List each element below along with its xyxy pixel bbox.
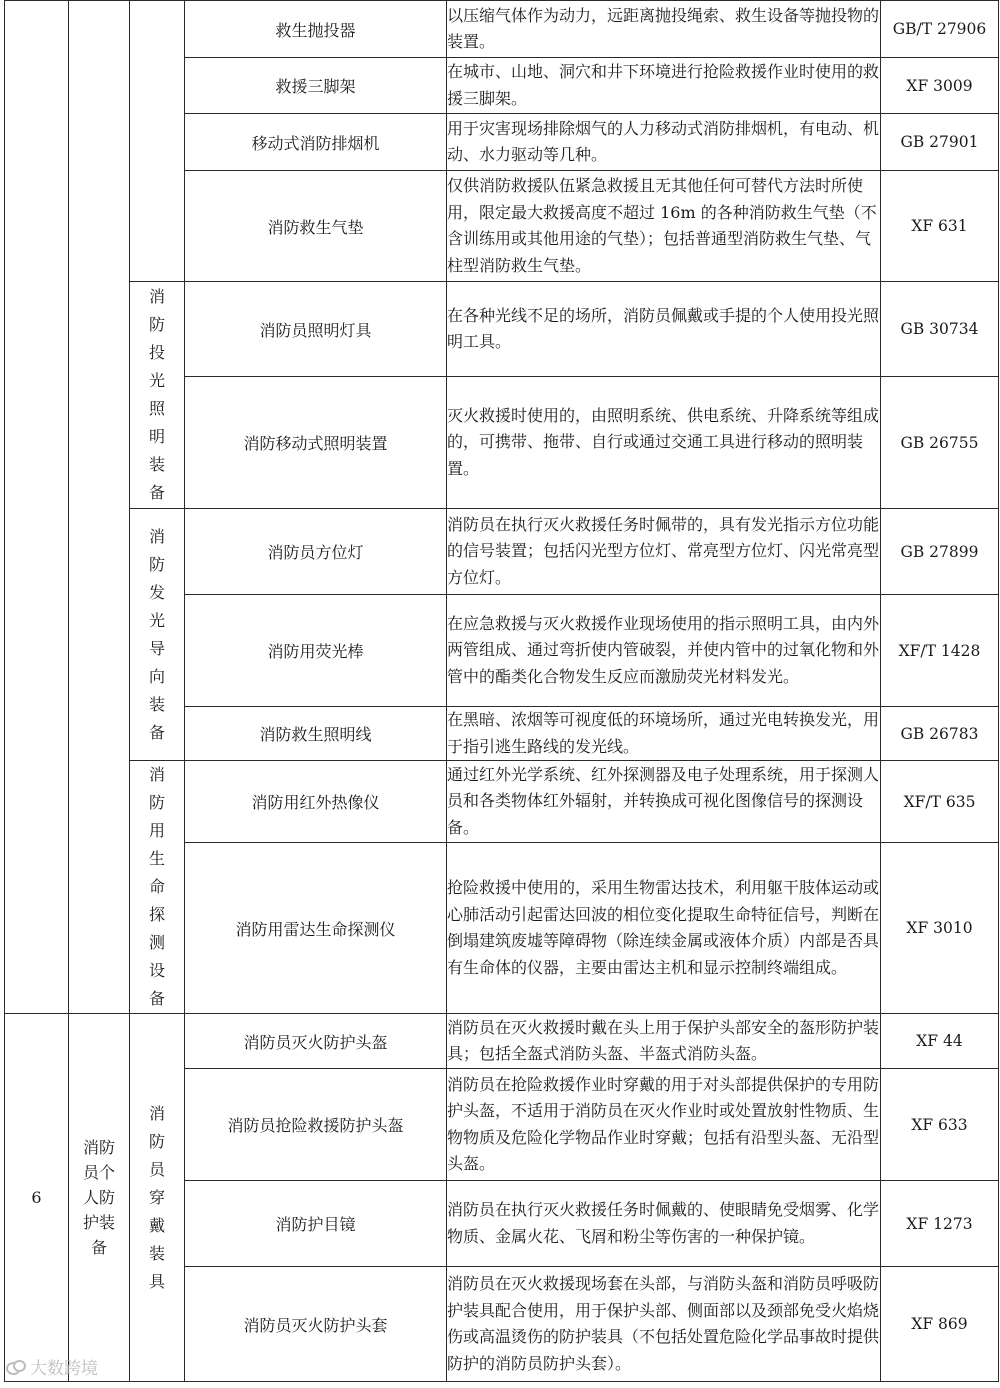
category-cell bbox=[69, 1014, 130, 1382]
group-label-char: 防 bbox=[148, 554, 165, 574]
equipment-name: 消防用雷达生命探测仪 bbox=[185, 843, 447, 1014]
equipment-description: 抢险救援中使用的，采用生物雷达技术，利用躯干肢体运动或心肺活动引起雷达回波的相位变化提取生命特征信号，判断在倒塌建筑废墟等障碍物（除连续金属或液体介质）内部是否具有生命体的仪器，主要由雷达主机和显示控制终端组成。 bbox=[447, 843, 881, 1014]
group-label-char: 光 bbox=[148, 610, 165, 630]
section-number-cell bbox=[5, 1, 69, 1014]
standard-code: XF 869 bbox=[881, 1267, 999, 1382]
equipment-description: 消防员在灭火救援时戴在头上用于保护头部安全的盔形防护装具；包括全盔式消防头盔、半盔式消防头盔。 bbox=[447, 1014, 881, 1069]
standard-code: GB/T 27906 bbox=[881, 1, 999, 58]
equipment-name: 救生抛投器 bbox=[185, 1, 447, 58]
group-label-char: 探 bbox=[148, 905, 165, 924]
equipment-description: 在城市、山地、洞穴和井下环境进行抢险救援作业时使用的救援三脚架。 bbox=[447, 58, 881, 114]
equipment-name: 消防员方位灯 bbox=[185, 509, 447, 595]
equipment-description: 在各种光线不足的场所，消防员佩戴或手提的个人使用投光照明工具。 bbox=[447, 282, 881, 377]
group-label-char: 发 bbox=[148, 582, 165, 602]
group-label-char: 防 bbox=[148, 793, 165, 812]
equipment-name: 消防员抢险救援防护头盔 bbox=[185, 1069, 447, 1181]
equipment-name: 消防用红外热像仪 bbox=[185, 761, 447, 843]
equipment-description: 消防员在执行灭火救援任务时佩戴的、使眼睛免受烟雾、化学物质、金属火花、飞屑和粉尘等伤害的一种保护镜。 bbox=[447, 1181, 881, 1267]
equipment-description: 在应急救援与灭火救援作业现场使用的指示照明工具，由内外两管组成、通过弯折使内管破裂，并使内管中的过氧化物和外管中的酯类化合物发生反应而激励荧光材料发光。 bbox=[447, 595, 881, 707]
standard-code: GB 27899 bbox=[881, 509, 999, 595]
equipment-description: 在黑暗、浓烟等可视度低的环境场所，通过光电转换发光，用于指引逃生路线的发光线。 bbox=[447, 707, 881, 761]
category-label-line: 护装 bbox=[82, 1213, 115, 1232]
equipment-name: 消防移动式照明装置 bbox=[185, 377, 447, 509]
equipment-name: 消防员灭火防护头套 bbox=[185, 1267, 447, 1382]
group-label-char: 测 bbox=[148, 933, 165, 952]
standard-code: XF 1273 bbox=[881, 1181, 999, 1267]
group-cell-detection bbox=[130, 761, 185, 1014]
group-label-char: 导 bbox=[148, 638, 165, 658]
group-label-char: 备 bbox=[148, 483, 165, 502]
standard-code: XF 3009 bbox=[881, 58, 999, 114]
group-label-char: 消 bbox=[148, 1103, 165, 1123]
group-label-char: 消 bbox=[148, 287, 165, 306]
equipment-description: 通过红外光学系统、红外探测器及电子处理系统，用于探测人员和各类物体红外辐射，并转换成可视化图像信号的探测设备。 bbox=[447, 761, 881, 843]
standard-code: GB 27901 bbox=[881, 114, 999, 171]
category-label-line: 备 bbox=[90, 1238, 107, 1257]
standards-table bbox=[4, 0, 999, 1382]
equipment-name: 消防救生气垫 bbox=[185, 171, 447, 282]
category-label-line: 消防 bbox=[82, 1138, 115, 1157]
watermark-logo-icon bbox=[6, 1360, 24, 1374]
group-label-char: 装 bbox=[148, 694, 165, 714]
category-label-line: 员个 bbox=[82, 1163, 115, 1182]
group-label-char: 用 bbox=[148, 821, 165, 840]
category-cell bbox=[69, 1, 130, 1014]
table-row bbox=[5, 509, 999, 595]
group-label-char: 备 bbox=[148, 989, 165, 1008]
watermark bbox=[6, 1354, 98, 1379]
equipment-name: 消防救生照明线 bbox=[185, 707, 447, 761]
standard-code: XF 633 bbox=[881, 1069, 999, 1181]
group-label-char: 消 bbox=[148, 765, 165, 784]
standard-code: GB 26783 bbox=[881, 707, 999, 761]
equipment-description: 以压缩气体作为动力，远距离抛投绳索、救生设备等抛投物的装置。 bbox=[447, 1, 881, 58]
standard-code: XF 3010 bbox=[881, 843, 999, 1014]
equipment-name: 消防员照明灯具 bbox=[185, 282, 447, 377]
equipment-description: 消防员在灭火救援现场套在头部，与消防头盔和消防员呼吸防护装具配合使用，用于保护头部、侧面部以及颈部免受火焰烧伤或高温烫伤的防护装具（不包括处置危险化学品事故时提供防护的消防员防护头套）。 bbox=[447, 1267, 881, 1382]
group-label-char: 设 bbox=[148, 961, 165, 980]
watermark-text: 大数跨境 bbox=[30, 1359, 98, 1379]
group-label-char: 命 bbox=[148, 877, 165, 896]
group-label-char: 消 bbox=[148, 526, 165, 546]
standard-code: XF 631 bbox=[881, 171, 999, 282]
group-cell-wear bbox=[130, 1014, 185, 1382]
group-cell-guiding bbox=[130, 509, 185, 761]
group-label-char: 防 bbox=[148, 315, 165, 334]
standard-code: XF 44 bbox=[881, 1014, 999, 1069]
equipment-description: 灭火救援时使用的，由照明系统、供电系统、升降系统等组成的，可携带、拖带、自行或通过交通工具进行移动的照明装置。 bbox=[447, 377, 881, 509]
category-label-line: 人防 bbox=[82, 1188, 115, 1207]
equipment-name: 救援三脚架 bbox=[185, 58, 447, 114]
equipment-name: 消防护目镜 bbox=[185, 1181, 447, 1267]
group-label-char: 备 bbox=[148, 722, 165, 742]
group-label-char: 防 bbox=[148, 1131, 165, 1151]
table-row bbox=[5, 1014, 999, 1069]
standard-code: GB 30734 bbox=[881, 282, 999, 377]
equipment-description: 仅供消防救援队伍紧急救援且无其他任何可替代方法时所使用，限定最大救援高度不超过 16m 的各种消防救生气垫（不含训练用或其他用途的气垫）；包括普通型消防救生气垫、气柱型消防救生气垫。 bbox=[447, 171, 881, 282]
table-row bbox=[5, 761, 999, 843]
equipment-name: 消防员灭火防护头盔 bbox=[185, 1014, 447, 1069]
standard-code: XF/T 635 bbox=[881, 761, 999, 843]
group-label-char: 向 bbox=[148, 666, 165, 686]
table-row bbox=[5, 282, 999, 377]
equipment-description: 消防员在执行灭火救援任务时佩带的，具有发光指示方位功能的信号装置；包括闪光型方位灯、常亮型方位灯、闪光常亮型方位灯。 bbox=[447, 509, 881, 595]
group-label-char: 投 bbox=[148, 343, 165, 362]
group-label-char: 装 bbox=[148, 1243, 165, 1263]
group-cell-lighting bbox=[130, 282, 185, 509]
equipment-name: 消防用荧光棒 bbox=[185, 595, 447, 707]
group-label-char: 具 bbox=[148, 1271, 165, 1291]
standard-code: GB 26755 bbox=[881, 377, 999, 509]
section-number-cell: 6 bbox=[5, 1014, 69, 1382]
equipment-description: 消防员在抢险救援作业时穿戴的用于对头部提供保护的专用防护头盔，不适用于消防员在灭火作业时或处置放射性物质、生物物质及危险化学物品作业时穿戴；包括有沿型头盔、无沿型头盔。 bbox=[447, 1069, 881, 1181]
group-label-char: 戴 bbox=[148, 1215, 165, 1235]
group-label-char: 生 bbox=[148, 849, 165, 868]
group-label-char: 穿 bbox=[148, 1187, 165, 1207]
equipment-name: 移动式消防排烟机 bbox=[185, 114, 447, 171]
group-label-char: 照 bbox=[148, 399, 165, 418]
group-label-char: 光 bbox=[148, 371, 165, 390]
equipment-description: 用于灾害现场排除烟气的人力移动式消防排烟机，有电动、机动、水力驱动等几种。 bbox=[447, 114, 881, 171]
standard-code: XF/T 1428 bbox=[881, 595, 999, 707]
table-row bbox=[5, 1, 999, 58]
group-label-char: 明 bbox=[148, 427, 165, 446]
group-cell bbox=[130, 1, 185, 282]
group-label-char: 装 bbox=[148, 455, 165, 474]
group-label-char: 员 bbox=[148, 1159, 165, 1179]
